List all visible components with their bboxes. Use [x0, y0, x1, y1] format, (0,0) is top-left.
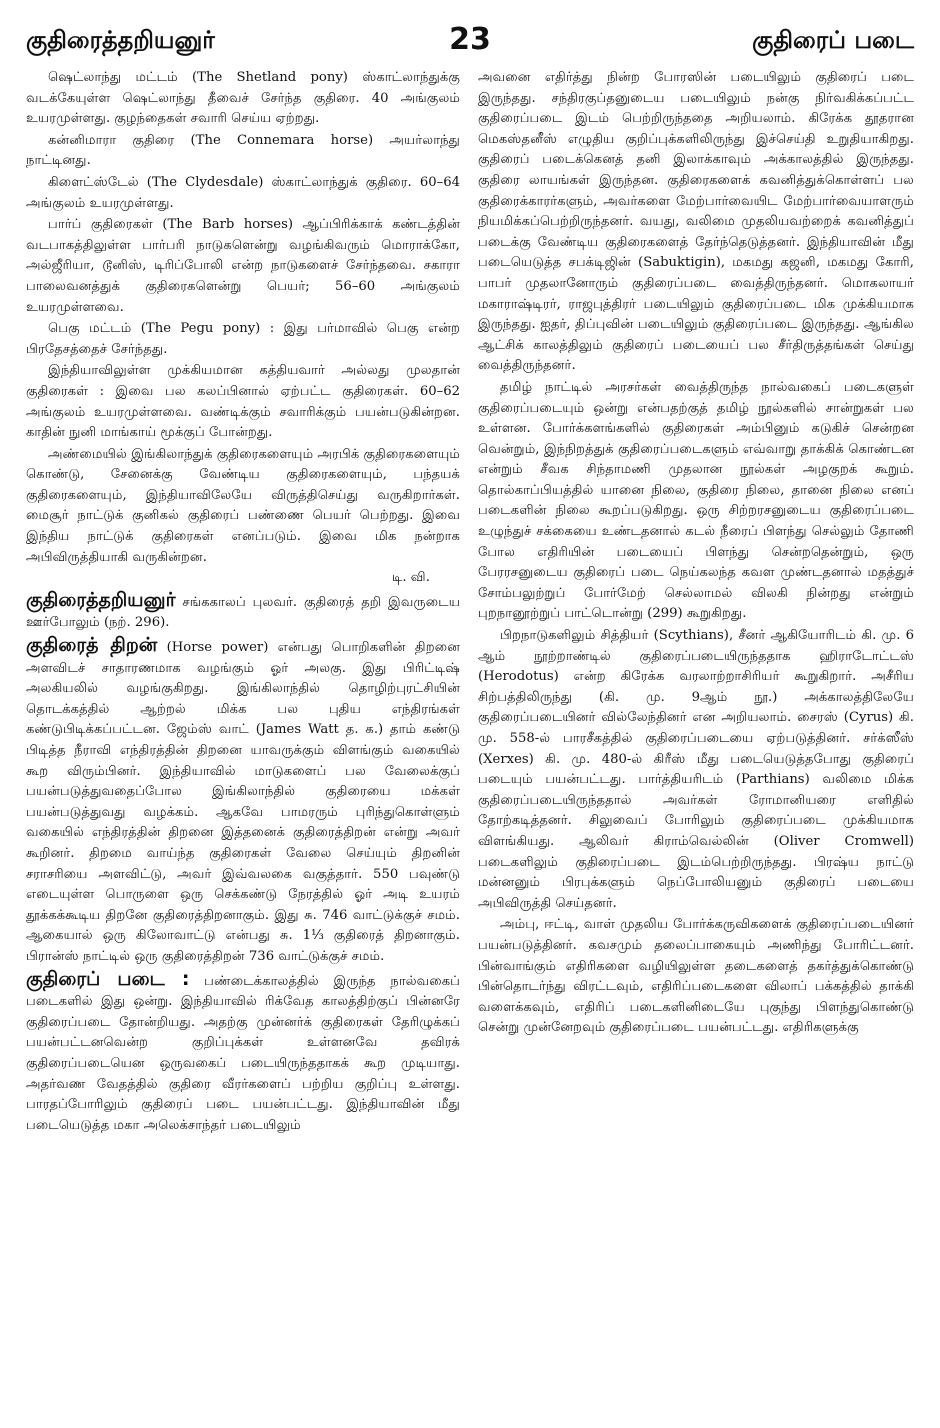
entry-headword: குதிரைத்தறியனுர்	[26, 588, 176, 611]
running-head-left: குதிரைத்தறியனுர்	[26, 26, 215, 54]
running-head-right: குதிரைப் படை	[752, 26, 914, 54]
right-column	[478, 68, 914, 1408]
entry-body: பண்டைக்காலத்தில் இருந்த நால்வகைப் படைகளில் இது ஒன்று. இந்தியாவில் ரிக்வேத காலத்திற்குப் பின்னரே குதிரைப்படை தோன்றியது. அதற்கு முன்னர்க் குதிரைகள் தேரிழுக்கப் பயன்பட்டனவென்ற குறிப்புக்கள் உள்ளனவே தவிரக் குதிரைப்படையென ஒருவகைப் படையிருந்ததாகக் கூற முடியாது. அதர்வண வேதத்தில் குதிரை வீரர்களைப் பற்றிய குறிப்பு உள்ளது. பாரதப்போரிலும் குதிரைப் படை பயன்பட்டது. இந்தியாவின் மீது படையெடுத்த மகா அலெக்சாந்தர் படையிலும்	[26, 973, 460, 1133]
entry-cavalry	[26, 969, 460, 1137]
paragraph-shetland: ஷெட்லாந்து மட்டம் (The Shetland pony) ஸ்காட்லாந்துக்கு வடக்கேயுள்ள ஷெட்லாந்து தீவைச் சேர்ந்த குதிரை. 40 அங்குலம் உயரமுள்ளது. குழந்தைகள் சவாரி செய்ய ஏற்றது.	[26, 70, 460, 127]
paragraph-clydesdale: கிளைட்ஸ்டேல் (The Clydesdale) ஸ்காட்லாந்துக் குதிரை. 60–64 அங்குலம் உயரமுள்ளது.	[26, 174, 460, 211]
paragraph-barb: பார்ப் குதிரைகள் (The Barb horses) ஆப்பிரிக்காக் கண்டத்தின் வடபாகத்திலுள்ள பார்பரி நாடுகளென்று வழங்கிவரும் மொராக்கோ, அல்ஜீரியா, டூனிஸ், டிரிப்போலி என்ற நாடுகளைச் சேர்ந்தவை. சகாரா பாலைவனத்துக் குதிரைகளென்று பெயர்; 56–60 அங்குலம் உயரமுள்ளவை.	[26, 217, 460, 315]
entry-body: சங்ககாலப் புலவர். குதிரைத் தறி இவருடைய ஊர்போலும் (நற். 296).	[26, 594, 460, 631]
paragraph-breeding-text: அண்மையில் இங்கிலாந்துக் குதிரைகளையும் அரபிக் குதிரைகளையும் கொண்டு, சேனைக்கு வேண்டிய குதிரைகளையும், பந்தயக் குதிரைகளையும், இந்தியாவிலேயே விருத்திசெய்து வருகிறார்கள். மைசூர் நாட்டுக் குனிகல் குதிரைப் பண்ணை பெயர் பெற்றது. இவை இந்திய நாட்டுக் குதிரைகள் எனப்படும். இவை மிக நன்றாக அபிவிருத்தியாகி வருகின்றன.	[26, 446, 460, 565]
paragraph-breeding	[26, 445, 460, 589]
paragraph-kathiawar: இந்தியாவிலுள்ள முக்கியமான கத்தியவார் அல்லது முலதான் குதிரைகள் : இவை பல கலப்பினால் ஏற்பட்ட குதிரைகள். 60–62 அங்குலம் உயரமுள்ளவை. வண்டிக்கும் சவாரிக்கும் பயன்படுகின்றன. காதின் நுனி மாங்காய் மூக்குப் போன்றது.	[26, 363, 460, 441]
page-number: 23	[449, 22, 491, 57]
paragraph-cavalry-tamil: தமிழ் நாட்டில் அரசர்கள் வைத்திருந்த நால்வகைப் படைகளுள் குதிரைப்படையும் ஒன்று என்பதற்குத் தமிழ் நூல்களில் சான்றுகள் பல உள்ளன. போர்க்களங்களில் குதிரைகள் அம்பினும் கடுகிச் சென்றன வென்றும், இந்நிறத்துக் குதிரைப்படைகளும் எவ்வாறு தாக்கிக் கொண்டன என்றும் சீவக சிந்தாமணி முதலான நூல்கள் அழகுறக் கூறும். தொல்காப்பியத்தில் யானை நிலை, குதிரை நிலை, தானை நிலை எனப் படைகளின் நிலை கூறப்படுகிறது. ஒரு சிற்றரசனுடைய குதிரைப்படை உழுந்துச் சக்கையை உண்டதனால் கடல் நீரைப் பிளந்து செல்லும் தோணி போல எதிரியின் படையைப் பிளந்து சென்றதென்றும், ஒரு பேரரசனுடைய குதிரைப் படை நெய்கலந்த கவள முண்டதனால் மதத்துச் சோம்பலுற்றுப் போர்மேற் செல்லாமல் விலகி நின்றது என்றும் புறநானூற்றுப் பாட்டொன்று (299) கூறுகிறது.	[478, 379, 914, 622]
entry-horse-power	[26, 635, 460, 968]
entry-body: (Horse power) என்பது பொறிகளின் திறனை அளவிடச் சாதாரணமாக வழங்கும் ஓர் அலகு. இது பிரிட்டிஷ் அலகியலில் வழங்குகிறது. இங்கிலாந்தில் தொழிற்புரட்சியின் தொடக்கத்தில் ஆற்றல் மிக்க பல புதிய எந்திரங்கள் கண்டுபிடிக்கப்பட்டன. ஜேம்ஸ் வாட் (James Watt த. க.) தாம் கண்டு பிடித்த நீராவி எந்திரத்தின் திறனை யாவருக்கும் விளங்கும் வகையில் கூற விரும்பினர். இந்தியாவில் மாடுகளைப் பல வேலைக்குப் பயன்படுத்துவதைப்போல இங்கிலாந்தில் குதிரையை மக்கள் பயன்படுத்துவது வழக்கம். ஆகவே பாமரரும் புரிந்துகொள்ளும் வகையில் எந்திரத்தின் திறனை இத்தனைக் குதிரைத்திறன் என்று அவர் கூறினர். திறமை வாய்ந்த குதிரைகள் வேலை செய்யும் திறனின் சராசரியை அளவிட்டு, அவர் இவ்வலகை வகுத்தார். 550 பவுண்டு எடையுள்ள பொருளை ஒரு செக்கண்டு நேரத்தில் ஓர் அடி உயரம் தூக்கக்கூடிய திறனே குதிரைத்திறனாகும். இது சு. 746 வாட்டுக்குச் சமம். ஆகையால் ஒரு கிலோவாட்டு என்பது சு. 1⅓ குதிரைத் திறனாகும். பிரான்ஸ் நாட்டில் ஒரு குதிரைத்திறன் 736 வாட்டுக்குச் சமம்.	[26, 640, 460, 964]
entry-headword: குதிரைத் திறன்	[26, 634, 158, 657]
entry-headword: குதிரைப் படை :	[26, 967, 190, 990]
entry-kuthiraitthariyanar	[26, 590, 460, 634]
paragraph-connemara: கன்னிமாரா குதிரை (The Connemara horse) அயர்லாந்து நாட்டினது.	[26, 132, 460, 169]
paragraph-cavalry-world: பிறநாடுகளிலும் சித்தியர் (Scythians), சீனர் ஆகியோரிடம் கி. மு. 6 ஆம் நூற்றாண்டில் குதிரைப்படையிருந்ததாக ஹிராடோட்டஸ் (Herodotus) என்ற கிரேக்க வரலாற்றாசிரியர் கூறுகிறார். அசீரிய சிற்பத்திலிருந்து (கி. மு. 9ஆம் நூ.) அக்காலத்திலேயே குதிரைப்படையினர் வில்லேந்தினர் என அறியலாம். சைரஸ் (Cyrus) கி. மு. 558-ல் பாரசீகத்தில் குதிரைப்படையை ஏற்படுத்தினர். சர்க்ஸீஸ் (Xerxes) கி. மு. 480-ல் கிரீஸ் மீது படையெடுத்தபோது குதிரைப் படையும் பயன்பட்டது. பார்த்தியரிடம் (Parthians) வலிமை மிக்க குதிரைப்படையிருந்ததால் அவர்கள் ரோமானியரை எளிதில் தோற்கடித்தனர். சிலுவைப் போரிலும் குதிரைப்படை முக்கியமாக விளங்கியது. ஆலிவர் கிராம்வெல்லின் (Oliver Cromwell) படைகளிலும் குதிரைப்படை இடம்பெற்றிருந்தது. பிரஷ்ய நாட்டு மன்னனும் பிரபுக்களும் நெப்போலியனும் குதிரைப் படையை அபிவிருத்தி செய்தனர்.	[478, 628, 914, 911]
paragraph-cavalry-india: அவனை எதிர்த்து நின்ற போரஸின் படையிலும் குதிரைப் படை இருந்தது. சந்திரகுப்தனுடைய படையிலும் நன்கு நிர்வகிக்கப்பட்ட குதிரைப்படை இடம் பெற்றிருந்ததை அறியலாம். கிரேக்க தூதரான மெகஸ்தனீஸ் எழுதிய குறிப்புக்களிலிருந்து இச்செய்தி உறுதியாகிறது. குதிரைப் படைக்கெனத் தனி இலாக்காவும் அக்காலத்தில் இருந்தது. குதிரை லாயங்கள் இருந்தன. குதிரைகளைக் கவனித்துக்கொள்ளப் பல குதிரைக்காரர்களும், அவர்களை மேற்பார்வையிட மேற்பார்வையாளரும் நியமிக்கப்பெற்றிருந்தனர். வயது, வலிமை முதலியவற்றைக் கவனித்துப் படைக்கு வேண்டிய குதிரைகளைத் தேர்ந்தெடுத்தனர். இந்தியாவின் மீது படையெடுத்த சபக்டிஜின் (Sabuktigin), மகமது கஜனி, மகமது கோரி, பாபர் முதலானோரும் குதிரைப்படை வைத்திருந்தனர். மொகலாயர் மகாராஷ்டிரர், ராஜபுத்திரர் படையிலும் குதிரைப்படை மிக முக்கியமாக இருந்தது. ஐதர், திப்புவின் படையிலும் குதிரைப்படை இருந்தது. ஆங்கில ஆட்சிக் காலத்திலும் குதிரைப் படையைப் பல சீர்திருத்தங்கள் செய்து வைத்திருந்தனர்.	[478, 70, 914, 374]
paragraph-pegu: பெகு மட்டம் (The Pegu pony) : இது பர்மாவில் பெகு என்ற பிரதேசத்தைச் சேர்ந்தது.	[26, 321, 460, 357]
left-column	[26, 68, 460, 1408]
author-signature: டி. வி.	[391, 570, 430, 586]
page-header	[26, 22, 914, 62]
paragraph-cavalry-weapons: அம்பு, ஈட்டி, வாள் முதலிய போர்க்கருவிகளைக் குதிரைப்படையினர் பயன்படுத்தினர். கவசமும் தலைப்பாகையும் அணிந்து போரிட்டனர். பின்வாங்கும் எதிரிகளை வழியிலுள்ள தடைகளைத் தகர்த்துக்கொண்டு பின்தொடர்ந்து விரட்டவும், எதிரிப்படைகளை விலாப் பக்கத்தில் தாக்கி வளைக்கவும், எதிரிப் படைகளினிடையே புகுந்து பிளந்துகொண்டு சென்று முன்னேறவும் குதிரைப்படை பயன்பட்டது. எதிரிகளுக்கு	[478, 917, 914, 1036]
